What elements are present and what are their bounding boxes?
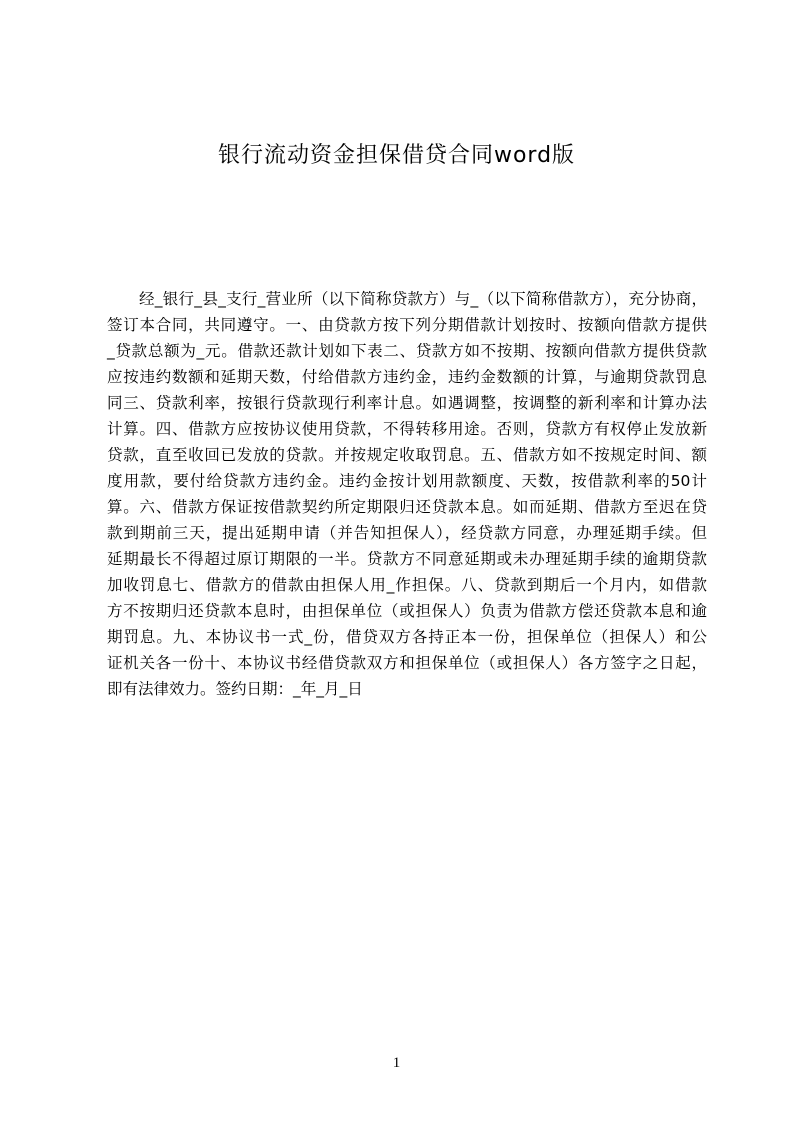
body-line: 签订本合同，共同遵守。一、由贷款方按下列分期借款计划按时、按额向借款方提供 <box>107 316 707 334</box>
body-line: 算。六、借款方保证按借款契约所定期限归还贷款本息。如而延期、借款方至迟在贷 <box>107 498 707 516</box>
body-line: 期罚息。九、本协议书一式_份，借贷双方各持正本一份，担保单位（担保人）和公 <box>107 628 707 646</box>
body-line: 即有法律效力。签约日期：_年_月_日 <box>107 680 363 698</box>
body-line: 应按违约数额和延期天数，付给借款方违约金，违约金数额的计算，与逾期贷款罚息 <box>107 368 707 386</box>
page-number: 1 <box>392 1055 401 1071</box>
body-line: 计算。四、借款方应按协议使用贷款，不得转移用途。否则，贷款方有权停止发放新 <box>107 420 707 438</box>
body-line: 经_银行_县_支行_营业所（以下简称贷款方）与_（以下简称借款方），充分协商， <box>139 290 707 308</box>
body-line: 度用款，要付给贷款方违约金。违约金按计划用款额度、天数，按借款利率的50计 <box>107 472 707 490</box>
document-title: 银行流动资金担保借贷合同word版 <box>217 143 576 168</box>
body-line: 款到期前三天，提出延期申请（并告知担保人），经贷款方同意，办理延期手续。但 <box>107 524 707 542</box>
body-line: 证机关各一份十、本协议书经借贷款双方和担保单位（或担保人）各方签字之日起， <box>107 654 707 672</box>
body-line: 贷款，直至收回已发放的贷款。并按规定收取罚息。五、借款方如不按规定时间、额 <box>107 446 707 464</box>
body-line: 加收罚息七、借款方的借款由担保人用_作担保。八、贷款到期后一个月内，如借款 <box>107 576 707 594</box>
body-line: 延期最长不得超过原订期限的一半。贷款方不同意延期或未办理延期手续的逾期贷款 <box>107 550 707 568</box>
body-line: 方不按期归还贷款本息时，由担保单位（或担保人）负责为借款方偿还贷款本息和逾 <box>107 602 707 620</box>
body-line: 同三、贷款利率，按银行贷款现行利率计息。如遇调整，按调整的新利率和计算办法 <box>107 394 707 412</box>
body-line: _贷款总额为_元。借款还款计划如下表二、贷款方如不按期、按额向借款方提供贷款 <box>107 342 707 360</box>
